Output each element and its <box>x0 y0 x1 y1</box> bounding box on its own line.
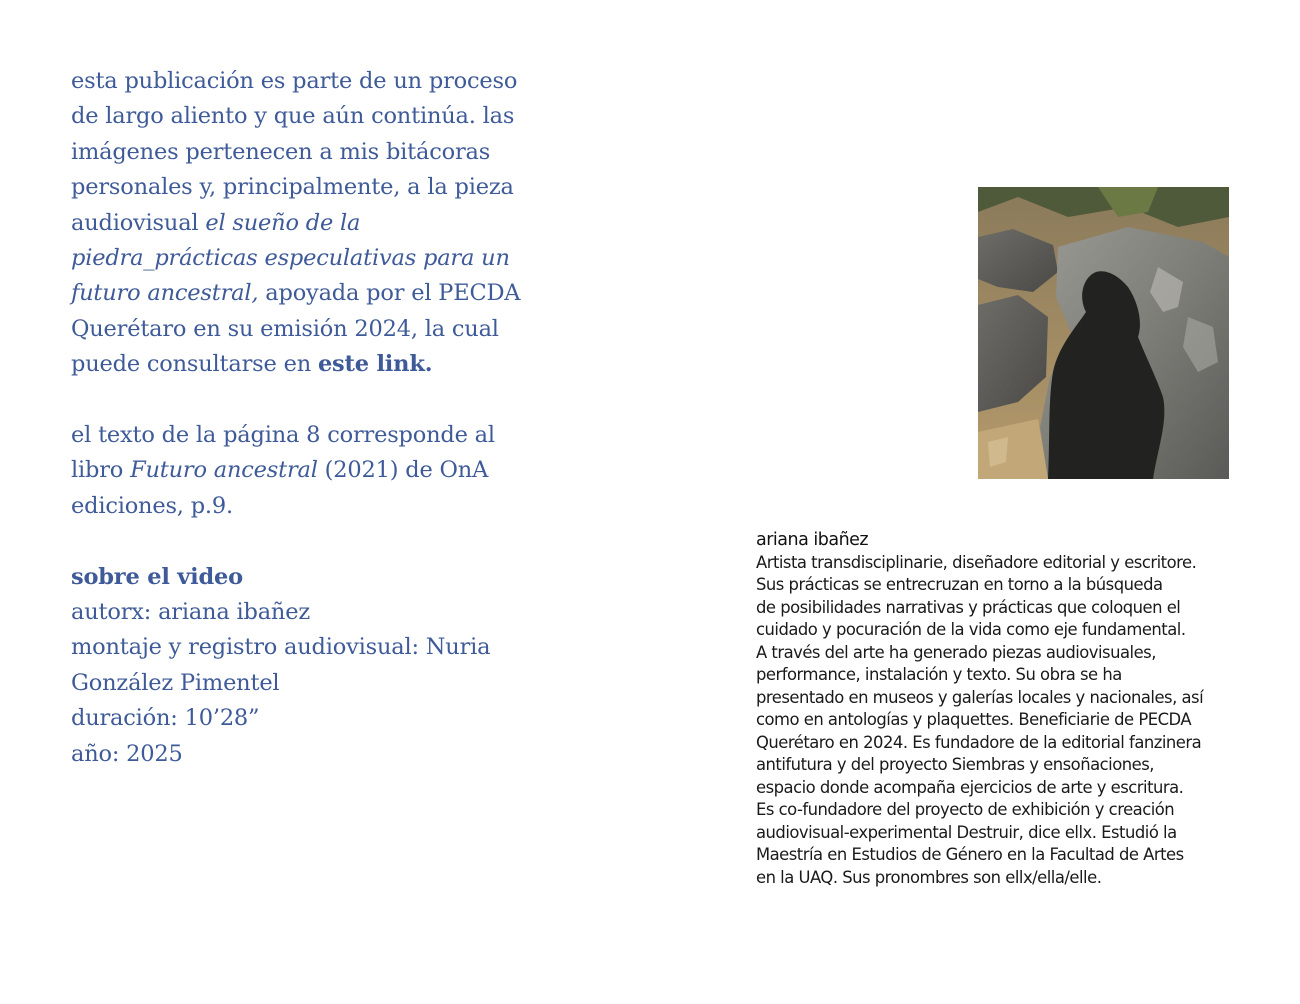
rock-photo <box>978 187 1229 479</box>
bio-line: performance, instalación y texto. Su obra se ha <box>756 665 1122 684</box>
bio-line: antifutura y del proyecto Siembras y ensoñaciones, <box>756 755 1154 774</box>
intro-text-2: apoyada por el PECDA Querétaro en su emisión 2024, la cual puede consultarse en <box>71 280 521 378</box>
credit-paragraph <box>71 418 541 524</box>
left-column <box>71 64 541 772</box>
bio-line: en la UAQ. Sus pronombres son ellx/ella/elle. <box>756 867 1102 887</box>
video-heading: sobre el video <box>71 563 243 590</box>
bio-line: como en antologías y plaquettes. Beneficiarie de PECDA <box>756 710 1192 729</box>
bio-line: A través del arte ha generado piezas audiovisuales, <box>756 642 1156 662</box>
bio-line: Sus prácticas se entrecruzan en torno a la búsqueda <box>756 575 1163 594</box>
bio-line: Artista transdisciplinarie, diseñadore editorial y escritore. <box>756 552 1197 572</box>
bio-line: presentado en museos y galerías locales y nacionales, así <box>756 687 1204 707</box>
intro-video-title: el sueño de la piedra_prácticas especulativas para un futuro ancestral, <box>71 209 510 307</box>
bio-name: ariana ibañez <box>756 530 869 550</box>
credit-book-title: Futuro ancestral <box>130 457 318 484</box>
video-editing: montaje y registro audiovisual: Nuria González Pimentel <box>71 634 491 696</box>
intro-paragraph <box>71 64 541 383</box>
bio-line: espacio donde acompaña ejercicios de arte y escritura. <box>756 777 1184 797</box>
bio-line: cuidado y pocuración de la vida como eje fundamental. <box>756 620 1186 639</box>
bio-line: Maestría en Estudios de Género en la Facultad de Artes <box>756 845 1184 864</box>
bio-line: de posibilidades narrativas y prácticas que coloquen el <box>756 597 1181 617</box>
intro-text-1: esta publicación es parte de un proceso de largo aliento y que aún continúa. las imágenes pertenecen a mis bitácoras personales y, principalmente, a la pieza audiovisual <box>71 68 518 236</box>
credit-text-1: el texto de la página 8 corresponde al libro <box>71 422 495 484</box>
project-link[interactable]: este link. <box>317 351 433 378</box>
bio-line: Querétaro en 2024. Es fundadore de la editorial fanzinera <box>756 732 1202 752</box>
video-year: año: 2025 <box>71 740 183 767</box>
bio-line: audiovisual-experimental Destruir, dice ellx. Estudió la <box>756 822 1177 842</box>
author-bio <box>756 529 1246 889</box>
video-info <box>71 560 541 772</box>
video-duration: duración: 10’28” <box>71 705 260 732</box>
bio-line: Es co-fundadore del proyecto de exhibición y creación <box>756 800 1175 819</box>
credit-text-2: (2021) de OnA ediciones, p.9. <box>71 457 489 519</box>
video-author: autorx: ariana ibañez <box>71 599 310 626</box>
